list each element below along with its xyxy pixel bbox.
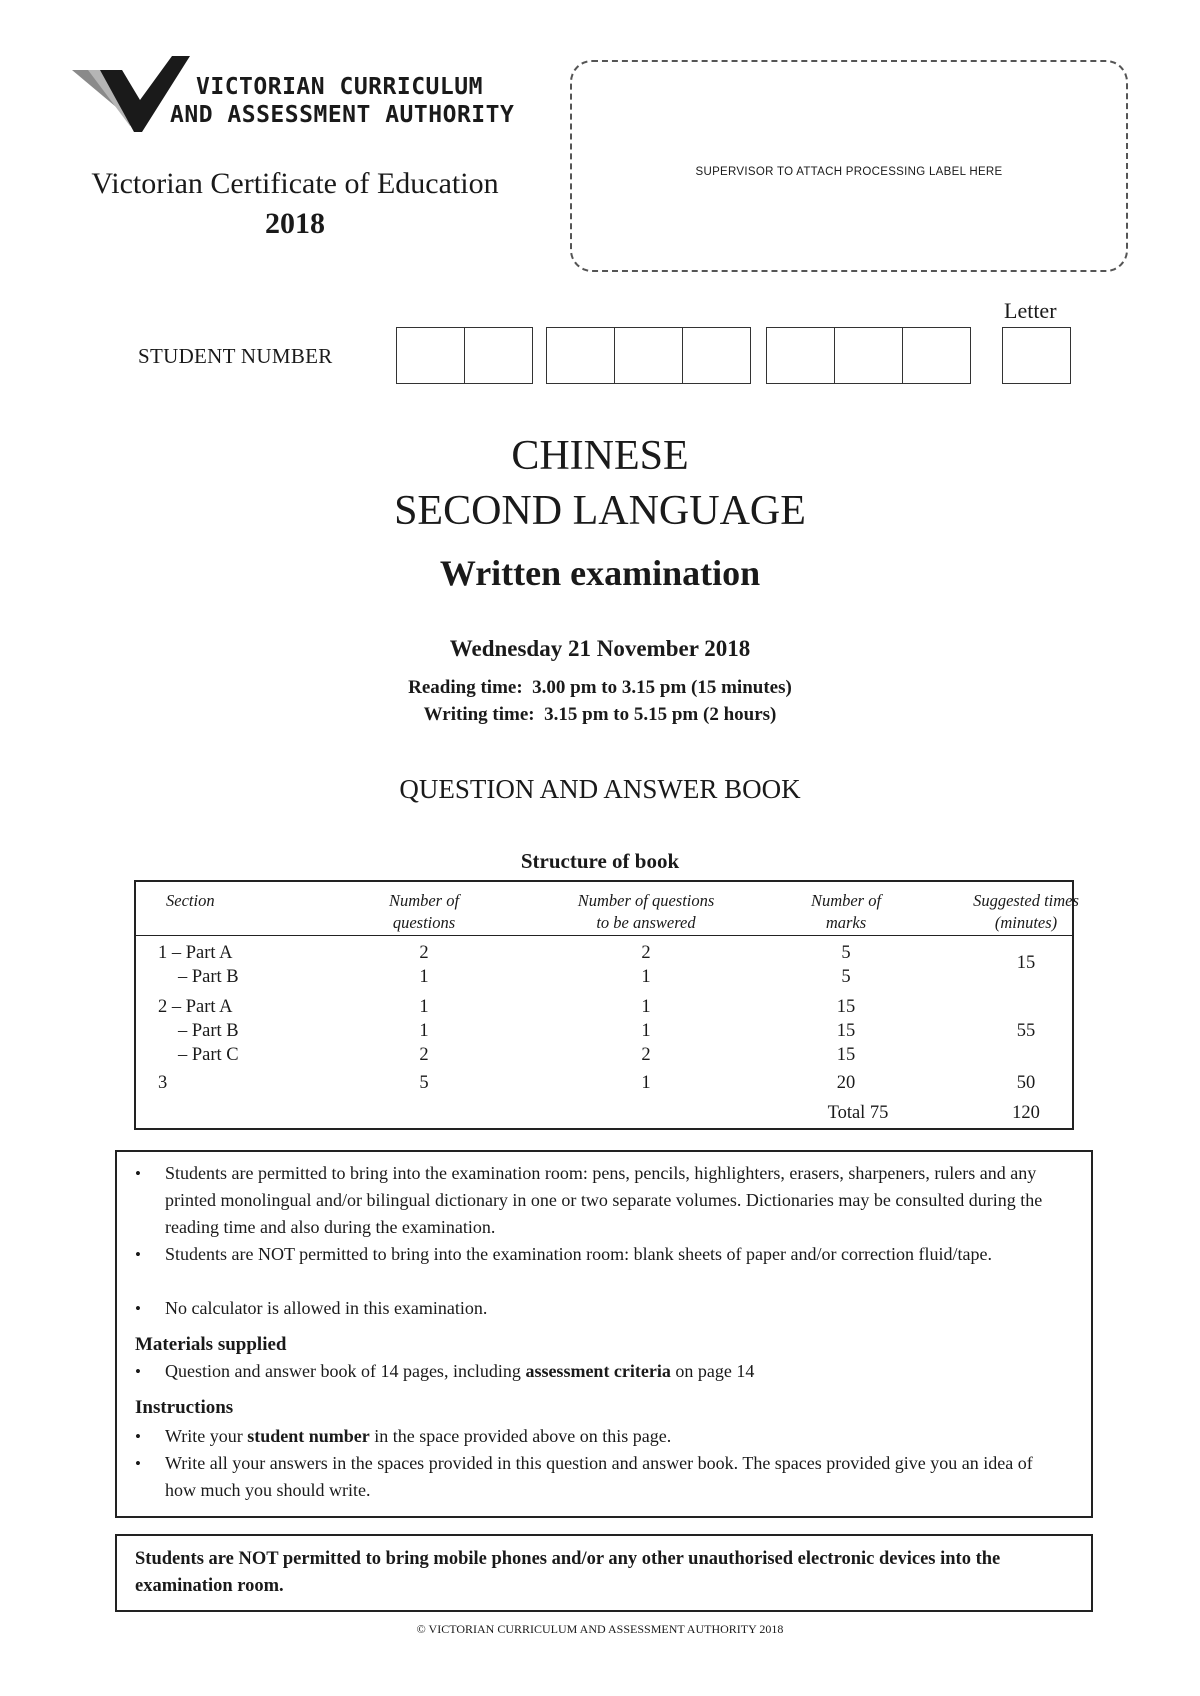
text-run: Question and answer book of 14 pages, including [165, 1361, 526, 1381]
text-run: on page 14 [670, 1361, 755, 1381]
text-run-bold: assessment criteria [525, 1361, 671, 1381]
student-number-box[interactable] [546, 327, 615, 384]
materials-text [165, 1358, 1065, 1385]
bullet: • [135, 1164, 141, 1183]
not-permitted-text: Students are NOT permitted to bring into the examination room: blank sheets of paper and/or correction fluid/tape. [165, 1244, 992, 1264]
logo-line2: AND ASSESSMENT AUTHORITY [170, 102, 515, 128]
cell-section: 3 [158, 1073, 168, 1093]
cell-time-section3: 50 [1016, 1073, 1036, 1093]
warning-box [115, 1534, 1093, 1612]
book-title: QUESTION AND ANSWER BOOK [399, 774, 801, 804]
table-header-questions [364, 890, 484, 934]
permitted-items-text: Students are permitted to bring into the examination room: pens, pencils, highlighters, erasers, sharpeners, rulers and any printed monolingual and/or bilingual dictionary in one or two separate volumes. Dictionaries may be consulted during the reading time and also during the examination. [165, 1163, 1043, 1237]
cell-section: – Part B [178, 967, 239, 987]
cell-questions: 1 [419, 1021, 429, 1041]
header-text: Number of [810, 891, 882, 910]
bullet: • [135, 1362, 141, 1381]
copyright-footer: © VICTORIAN CURRICULUM AND ASSESSMENT AUTHORITY 2018 [416, 1622, 784, 1636]
header-text: (minutes) [994, 913, 1058, 932]
cell-questions: 1 [419, 967, 429, 987]
student-number-label: STUDENT NUMBER [138, 344, 333, 368]
materials-heading: Materials supplied [135, 1334, 287, 1355]
bullet: • [135, 1245, 141, 1264]
cell-marks: 5 [841, 943, 851, 963]
bullet: • [135, 1454, 141, 1473]
warning-text: Students are NOT permitted to bring mobile phones and/or any other unauthorised electronic devices into the examination room. [135, 1549, 1001, 1596]
cell-time-section2: 55 [1016, 1021, 1036, 1041]
table-header-answered [556, 890, 736, 934]
student-number-box[interactable] [464, 327, 533, 384]
cell-total-marks: Total 75 [827, 1103, 889, 1123]
cell-marks: 15 [836, 1021, 856, 1041]
student-number-box[interactable] [766, 327, 835, 384]
instruction-2: Write all your answers in the spaces provided in this question and answer book. The spaces provided give you an idea of how much you should write. [165, 1453, 1033, 1500]
letter-label: Letter [1004, 298, 1057, 323]
cell-answered: 2 [641, 1045, 651, 1065]
student-number-box[interactable] [396, 327, 465, 384]
header-text: to be answered [596, 913, 696, 932]
cell-section: 2 – Part A [158, 997, 233, 1017]
exam-date: Wednesday 21 November 2018 [449, 636, 751, 661]
header-text: marks [825, 913, 867, 932]
cell-section: – Part B [178, 1021, 239, 1041]
bullet: • [135, 1299, 141, 1318]
instructions-box [115, 1150, 1093, 1518]
cell-marks: 20 [836, 1073, 856, 1093]
cell-answered: 2 [641, 943, 651, 963]
exam-subtitle: Written examination [439, 553, 761, 593]
cell-questions: 1 [419, 997, 429, 1017]
logo-line1: VICTORIAN CURRICULUM [196, 74, 483, 100]
cell-marks: 15 [836, 1045, 856, 1065]
table-header-times [946, 890, 1106, 934]
cell-section: 1 – Part A [158, 943, 233, 963]
cell-questions: 2 [419, 943, 429, 963]
cell-total-time: 120 [1012, 1103, 1040, 1123]
vcaa-logo [72, 56, 515, 136]
certificate-year: 2018 [265, 207, 325, 240]
cell-marks: 5 [841, 967, 851, 987]
cell-answered: 1 [641, 1073, 651, 1093]
structure-title: Structure of book [520, 849, 680, 873]
cell-questions: 5 [419, 1073, 429, 1093]
structure-table [134, 880, 1079, 1130]
cell-section: – Part C [178, 1045, 239, 1065]
processing-label-text: SUPERVISOR TO ATTACH PROCESSING LABEL HERE [695, 166, 1003, 178]
cell-answered: 1 [641, 1021, 651, 1041]
bullet: • [135, 1427, 141, 1446]
cell-questions: 2 [419, 1045, 429, 1065]
exam-title-line1: CHINESE [511, 433, 689, 479]
cell-marks: 15 [836, 997, 856, 1017]
text-run: in the space provided above on this page. [369, 1426, 672, 1446]
header-text: questions [392, 913, 456, 932]
processing-label-area [570, 60, 1128, 272]
student-number-box[interactable] [834, 327, 903, 384]
header-text: Suggested times [973, 891, 1079, 910]
cell-answered: 1 [641, 967, 651, 987]
text-run-bold: student number [247, 1426, 370, 1446]
student-number-box[interactable] [682, 327, 751, 384]
header-text: Number of [388, 891, 460, 910]
student-number-box[interactable] [902, 327, 971, 384]
student-letter-box[interactable] [1002, 327, 1071, 384]
instructions-heading: Instructions [135, 1397, 234, 1418]
header-divider [136, 935, 1072, 936]
text-run: Write your [165, 1426, 248, 1446]
header-text: Number of questions [577, 891, 715, 910]
certificate-title [60, 164, 530, 244]
exam-title-line2: SECOND LANGUAGE [394, 488, 806, 534]
instruction-1 [165, 1423, 1065, 1450]
cell-time-section1: 15 [1016, 953, 1036, 973]
reading-time: Reading time: 3.00 pm to 3.15 pm (15 minutes) [408, 677, 792, 698]
certificate-name: Victorian Certificate of Education [91, 167, 499, 200]
student-number-box[interactable] [614, 327, 683, 384]
cell-answered: 1 [641, 997, 651, 1017]
writing-time: Writing time: 3.15 pm to 5.15 pm (2 hours) [423, 704, 777, 725]
calculator-text: No calculator is allowed in this examination. [165, 1298, 488, 1318]
table-header-marks [786, 890, 906, 934]
table-header-section: Section [166, 891, 215, 910]
